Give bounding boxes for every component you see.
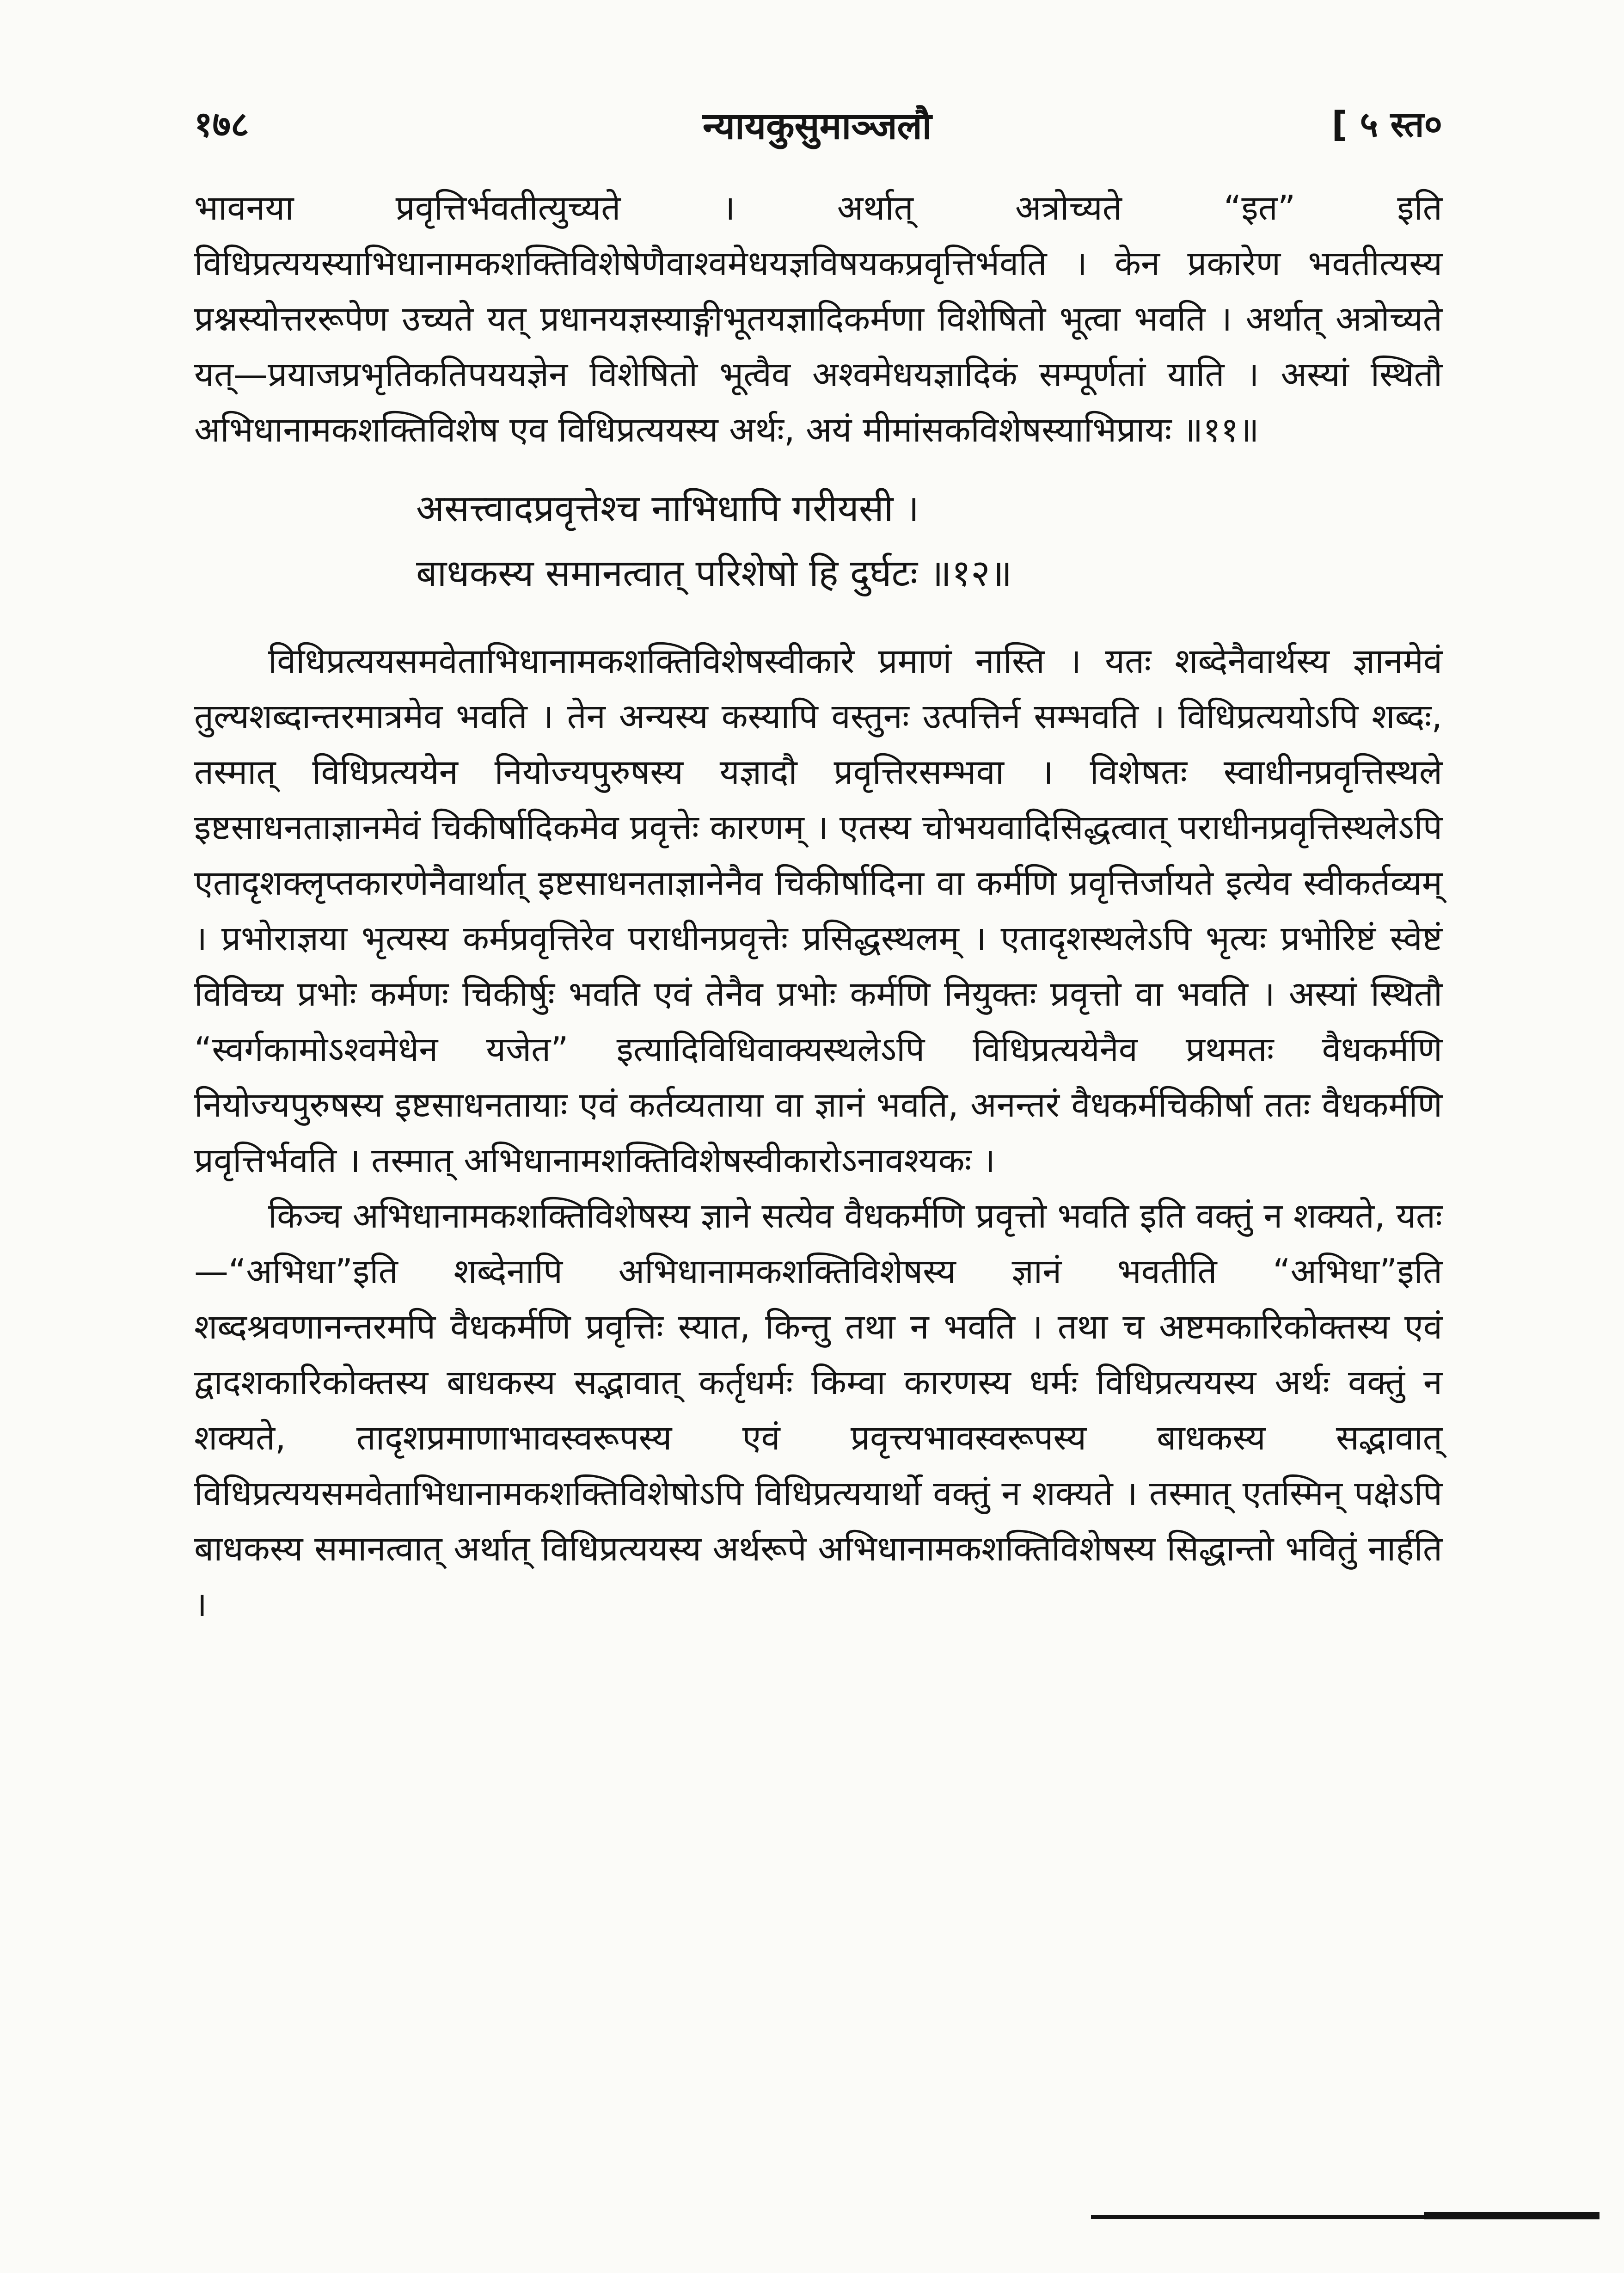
page-number: १७८	[194, 104, 249, 145]
paragraph-commentary-11: भावनया प्रवृत्तिर्भवतीत्युच्यते । अर्थात् अत्रोच्यते “इत” इति विधिप्रत्ययस्याभिधानामकशक्तिविशेषेणैवाश्वमेधयज्ञविषयकप्रवृत्तिर्भवति । केन प्रकारेण भवतीत्यस्य प्रश्नस्योत्तररूपेण उच्यते यत् प्रधानयज्ञस्याङ्गीभूतयज्ञादिकर्मणा विशेषितो भूत्वा भवति । अर्थात् अत्रोच्यते यत्—प्रयाजप्रभृतिकतिपययज्ञेन विशेषितो भूत्वैव अश्वमेधयज्ञादिकं सम्पूर्णतां याति । अस्यां स्थितौ अभिधानामकशक्तिविशेष एव विधिप्रत्ययस्य अर्थः, अयं मीमांसकविशेषस्याभिप्रायः ॥११॥	[194, 188, 1442, 450]
footer-rule-thick	[1424, 2212, 1599, 2219]
running-title: न्यायकुसुमाञ्जलौ	[703, 104, 932, 147]
paragraph-explanation-1: विधिप्रत्ययसमवेताभिधानामकशक्तिविशेषस्वीकारे प्रमाणं नास्ति । यतः शब्देनैवार्थस्य ज्ञानमेवं तुल्यशब्दान्तरमात्रमेव भवति । तेन अन्यस्य कस्यापि वस्तुनः उत्पत्तिर्न सम्भवति । विधिप्रत्ययोऽपि शब्दः, तस्मात् विधिप्रत्ययेन नियोज्यपुरुषस्य यज्ञादौ प्रवृत्तिरसम्भवा । विशेषतः स्वाधीनप्रवृत्तिस्थले इष्टसाधनताज्ञानमेवं चिकीर्षादिकमेव प्रवृत्तेः कारणम् । एतस्य चोभयवादिसिद्धत्वात् पराधीनप्रवृत्तिस्थलेऽपि एतादृशक्लृप्तकारणेनैवार्थात् इष्टसाधनताज्ञानेनैव चिकीर्षादिना वा कर्मणि प्रवृत्तिर्जायते इत्येव स्वीकर्तव्यम् । प्रभोराज्ञया भृत्यस्य कर्मप्रवृत्तिरेव पराधीनप्रवृत्तेः प्रसिद्धस्थलम् । एतादृशस्थलेऽपि भृत्यः प्रभोरिष्टं स्वेष्टं विविच्य प्रभोः कर्मणः चिकीर्षुः भवति एवं तेनैव प्रभोः कर्मणि नियुक्तः प्रवृत्तो वा भवति । अस्यां स्थितौ “स्वर्गकामोऽश्वमेधेन यजेत” इत्यादिविधिवाक्यस्थलेऽपि विधिप्रत्ययेनैव प्रथमतः वैधकर्मणि नियोज्यपुरुषस्य इष्टसाधनतायाः एवं कर्तव्यताया वा ज्ञानं भवति, अनन्तरं वैधकर्मचिकीर्षा ततः वैधकर्मणि प्रवृत्तिर्भवति । तस्मात् अभिधानामशक्तिविशेषस्वीकारोऽनावश्यकः ।	[194, 641, 1442, 1180]
page-header	[194, 99, 1442, 150]
main-text	[194, 180, 1442, 1632]
section-reference: [ ५ स्त०	[1331, 104, 1442, 145]
karika-verse-12	[194, 476, 1442, 606]
verse-line-2: बाधकस्य समानत्वात् परिशेषो हि दुर्घटः ॥१२॥	[416, 552, 1012, 595]
verse-line-1: असत्त्वादप्रवृत्तेश्च नाभिधापि गरीयसी ।	[416, 487, 919, 530]
paragraph-explanation-2: किञ्च अभिधानामकशक्तिविशेषस्य ज्ञाने सत्येव वैधकर्मणि प्रवृत्तो भवति इति वक्तुं न शक्यते, यतः—“अभिधा”इति शब्देनापि अभिधानामकशक्तिविशेषस्य ज्ञानं भवतीति “अभिधा”इति शब्दश्रवणानन्तरमपि वैधकर्मणि प्रवृत्तिः स्यात, किन्तु तथा न भवति । तथा च अष्टमकारिकोक्तस्य एवं द्वादशकारिकोक्तस्य बाधकस्य सद्भावात् कर्तृधर्मः किम्वा कारणस्य धर्मः विधिप्रत्ययस्य अर्थः वक्तुं न शक्यते, तादृशप्रमाणाभावस्वरूपस्य एवं प्रवृत्त्यभावस्वरूपस्य बाधकस्य सद्भावात् विधिप्रत्ययसमवेताभिधानामकशक्तिविशेषोऽपि विधिप्रत्ययार्थो वक्तुं न शक्यते । तस्मात् एतस्मिन् पक्षेऽपि बाधकस्य समानत्वात् अर्थात् विधिप्रत्ययस्य अर्थरूपे अभिधानामकशक्तिविशेषस्य सिद्धान्तो भवितुं नार्हति ।	[194, 1196, 1442, 1624]
